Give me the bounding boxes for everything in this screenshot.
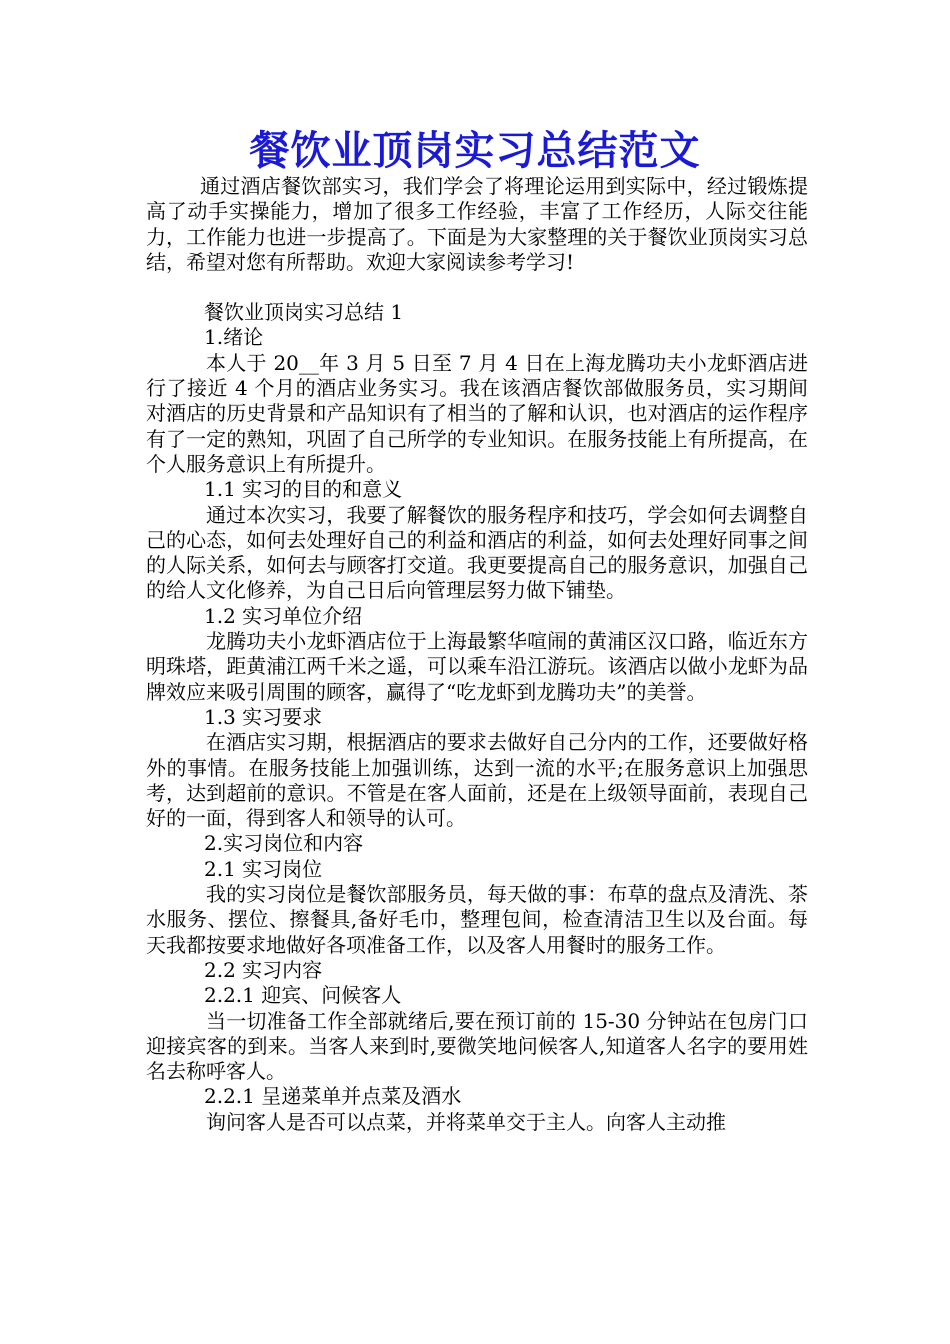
paragraph-gap xyxy=(146,275,808,300)
paragraph-1: 本人于 20__年 3 月 5 日至 7 月 4 日在上海龙腾功夫小龙虾酒店进行了接近 4 个月的酒店业务实习。我在该酒店餐饮部做服务员，实习期间对酒店的历史背景和产品知识有了相当的了解和认识，也对酒店的运作程序有了一定的熟知，巩固了自己所学的专业知识。在服务技能上有所提高，在个人服务意识上有所提升。 xyxy=(146,350,808,476)
heading-2-2: 2.2 实习内容 xyxy=(204,957,323,982)
heading-2: 2.实习岗位和内容 xyxy=(204,831,364,856)
heading-2-1: 2.1 实习岗位 xyxy=(204,856,323,881)
document-body xyxy=(146,174,808,1135)
paragraph-2-2-1b: 询问客人是否可以点菜，并将菜单交于主人。向客人主动推 xyxy=(206,1109,726,1134)
heading-1-1: 1.1 实习的目的和意义 xyxy=(204,477,403,502)
heading-1-3: 1.3 实习要求 xyxy=(204,704,323,729)
section-title: 餐饮业顶岗实习总结 1 xyxy=(204,300,404,325)
paragraph-1-3: 在酒店实习期，根据酒店的要求去做好自己分内的工作，还要做好格外的事情。在服务技能上加强训练，达到一流的水平;在服务意识上加强思考，达到超前的意识。不管是在客人面前，还是在上级领导面前，表现自己好的一面，得到客人和领导的认可。 xyxy=(146,730,808,831)
paragraph-1-1: 通过本次实习，我要了解餐饮的服务程序和技巧，学会如何去调整自己的心态，如何去处理好自己的利益和酒店的利益，如何去处理好同事之间的人际关系，如何去与顾客打交道。我更要提高自己的服务意识，加强自己的给人文化修养，为自己日后向管理层努力做下铺垫。 xyxy=(146,502,808,603)
heading-2-2-1: 2.2.1 迎宾、问候客人 xyxy=(204,983,402,1008)
intro-paragraph: 通过酒店餐饮部实习，我们学会了将理论运用到实际中，经过锻炼提高了动手实操能力，增加了很多工作经验，丰富了工作经历，人际交往能力，工作能力也进一步提高了。下面是为大家整理的关于餐饮业顶岗实习总结，希望对您有所帮助。欢迎大家阅读参考学习! xyxy=(146,174,808,274)
paragraph-2-2-1: 当一切准备工作全部就绪后,要在预订前的 15-30 分钟站在包房门口迎接宾客的到来。当客人来到时,要微笑地问候客人,知道客人名字的要用姓名去称呼客人。 xyxy=(146,1008,808,1084)
paragraph-2-1: 我的实习岗位是餐饮部服务员，每天做的事：布草的盘点及清洗、茶水服务、摆位、擦餐具,备好毛巾，整理包间，检查清洁卫生以及台面。每天我都按要求地做好各项准备工作，以及客人用餐时的服务工作。 xyxy=(146,882,808,957)
document-title: 餐饮业顶岗实习总结范文 xyxy=(249,127,701,174)
paragraph-1-2: 龙腾功夫小龙虾酒店位于上海最繁华喧闹的黄浦区汉口路，临近东方明珠塔，距黄浦江两千米之遥，可以乘车沿江游玩。该酒店以做小龙虾为品牌效应来吸引周围的顾客，赢得了“吃龙虾到龙腾功夫”的美誉。 xyxy=(146,629,808,704)
heading-2-2-1b: 2.2.1 呈递菜单并点菜及酒水 xyxy=(204,1084,462,1109)
heading-1: 1.绪论 xyxy=(204,325,264,350)
heading-1-2: 1.2 实习单位介绍 xyxy=(204,603,363,628)
